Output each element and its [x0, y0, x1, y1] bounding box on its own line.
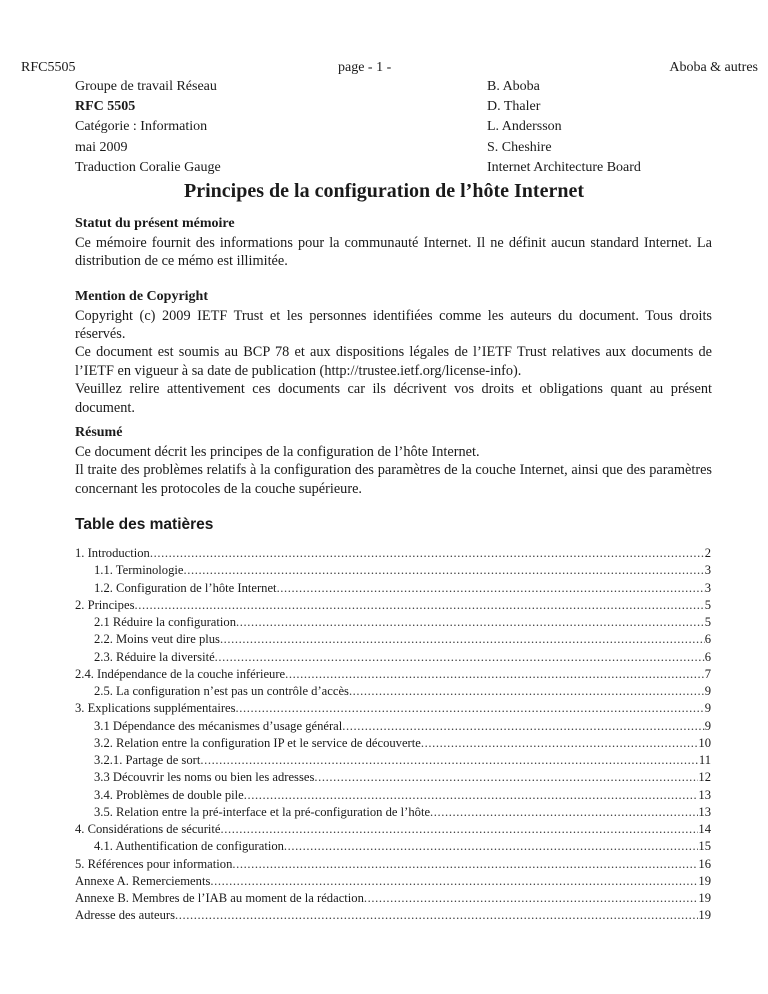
toc-dot-leader: [349, 683, 705, 700]
toc-entry-page[interactable]: 19: [698, 873, 711, 888]
toc-entry[interactable]: [75, 873, 711, 890]
toc-entry[interactable]: [75, 649, 711, 666]
toc-entry[interactable]: [75, 631, 711, 648]
toc-entry-label[interactable]: 3.3 Découvrir les noms ou bien les adresses: [94, 770, 315, 785]
toc-entry[interactable]: [75, 718, 711, 735]
toc-dot-leader: [285, 666, 705, 683]
toc-entry[interactable]: [75, 597, 711, 614]
section-status: [75, 215, 712, 271]
toc-dot-leader: [232, 856, 698, 873]
section-bcp: [75, 343, 712, 417]
toc-entry[interactable]: [75, 700, 711, 717]
toc-entry[interactable]: [75, 838, 711, 855]
toc-entry-label[interactable]: 1.2. Configuration de l’hôte Internet: [94, 580, 277, 595]
toc-entry[interactable]: [75, 614, 711, 631]
toc-dot-leader: [221, 821, 699, 838]
publication-date: mai 2009: [75, 139, 128, 155]
toc-entry-page[interactable]: 7: [704, 666, 711, 681]
toc-entry[interactable]: [75, 821, 711, 838]
toc-entry[interactable]: [75, 562, 711, 579]
author-organization: Internet Architecture Board: [487, 159, 641, 175]
section-text: Ce mémoire fournit des informations pour la communauté Internet. Il ne définit aucun standard Internet. La distribution de ce mémo est illimitée.: [75, 234, 712, 270]
toc-dot-leader: [134, 597, 704, 614]
toc-entry[interactable]: [75, 856, 711, 873]
toc-entry-label[interactable]: 3.5. Relation entre la pré-interface et la pré-configuration de l’hôte: [94, 804, 431, 819]
toc-dot-leader: [364, 890, 699, 907]
toc-entry-label[interactable]: 2.1 Réduire la configuration: [94, 615, 236, 629]
toc-entry[interactable]: [75, 769, 711, 786]
toc-entry-page[interactable]: 16: [698, 856, 711, 871]
category: Catégorie : Information: [75, 119, 208, 135]
toc-entry[interactable]: [75, 787, 711, 804]
toc-entry[interactable]: [75, 735, 711, 752]
toc-entry[interactable]: [75, 683, 711, 700]
toc-entry-label[interactable]: 3.2. Relation entre la configuration IP et le service de découverte: [94, 735, 421, 750]
toc-entry-page[interactable]: 11: [698, 753, 711, 767]
toc-dot-leader: [277, 580, 705, 597]
author: B. Aboba: [487, 79, 540, 94]
toc-dot-leader: [183, 562, 704, 579]
author: L. Andersson: [487, 119, 562, 135]
toc-entry[interactable]: [75, 545, 711, 562]
toc-entry-page[interactable]: 6: [704, 649, 711, 664]
toc-entry-page[interactable]: 19: [698, 891, 711, 905]
working-group: Groupe de travail Réseau: [75, 79, 217, 94]
toc-entry-page[interactable]: 6: [704, 632, 711, 647]
toc-entry-page[interactable]: 3: [704, 580, 711, 595]
toc-entry-page[interactable]: 5: [704, 597, 711, 612]
toc-entry-label[interactable]: 1.1. Terminologie: [94, 563, 184, 578]
author: D. Thaler: [487, 99, 541, 115]
header-page-number: page - 1 -: [338, 60, 392, 75]
toc-entry-label[interactable]: Annexe B. Membres de l’IAB au moment de la rédaction: [75, 891, 364, 905]
toc-entry[interactable]: [75, 580, 711, 597]
toc-dot-leader: [284, 838, 698, 855]
toc-entry-label[interactable]: 4. Considérations de sécurité: [75, 822, 221, 836]
toc-entry-label[interactable]: 3.2.1. Partage de sort: [94, 753, 201, 767]
toc-entry-page[interactable]: 2: [704, 546, 711, 560]
toc-entry-page[interactable]: 5: [704, 615, 711, 629]
toc-heading: Table des matières: [75, 516, 214, 533]
toc-dot-leader: [210, 873, 698, 890]
section-copyright: [75, 288, 712, 344]
toc-entry-page[interactable]: 3: [704, 563, 711, 578]
toc-dot-leader: [200, 752, 699, 769]
section-heading: Mention de Copyright: [75, 289, 208, 304]
toc-dot-leader: [220, 631, 705, 648]
toc-entry-label[interactable]: Adresse des auteurs: [75, 908, 176, 923]
toc-entry-label[interactable]: 3.4. Problèmes de double pile: [94, 787, 244, 802]
translator: Traduction Coralie Gauge: [75, 159, 221, 175]
toc-entry[interactable]: [75, 804, 711, 821]
toc-entry[interactable]: [75, 907, 711, 924]
header-doc-id: RFC5505: [21, 60, 76, 75]
toc-entry-label[interactable]: 1. Introduction: [75, 546, 150, 560]
toc-entry[interactable]: [75, 890, 711, 907]
section-text: Il traite des problèmes relatifs à la configuration des paramètres de la couche Internet, ainsi que des paramètres concernant les protocoles de la couche supérieure.: [75, 462, 712, 497]
toc-entry-page[interactable]: 9: [704, 701, 711, 716]
toc-entry-label[interactable]: 2.2. Moins veut dire plus: [94, 632, 220, 647]
toc-dot-leader: [215, 649, 705, 666]
section-heading: Résumé: [75, 425, 123, 440]
toc-entry-page[interactable]: 15: [698, 839, 711, 854]
toc-entry-label[interactable]: 2.5. La configuration n’est pas un contrôle d’accès: [94, 684, 349, 698]
toc-entry-page[interactable]: 19: [698, 908, 711, 923]
toc-entry-page[interactable]: 9: [704, 684, 711, 698]
toc-entry-label[interactable]: 2.3. Réduire la diversité: [94, 649, 215, 664]
toc-dot-leader: [342, 718, 704, 735]
section-text: Ce document décrit les principes de la configuration de l’hôte Internet.: [75, 443, 480, 460]
toc-entry-page[interactable]: 12: [698, 770, 711, 785]
toc-dot-leader: [421, 735, 699, 752]
toc-entry-label[interactable]: 2.4. Indépendance de la couche inférieure: [75, 666, 286, 681]
toc-entry[interactable]: [75, 752, 711, 769]
toc-dot-leader: [430, 804, 698, 821]
rfc-number: RFC 5505: [75, 99, 136, 115]
toc-dot-leader: [314, 769, 698, 786]
section-heading: Statut du présent mémoire: [75, 216, 235, 231]
toc-entry-label[interactable]: 4.1. Authentification de configuration: [94, 839, 284, 854]
author: S. Cheshire: [487, 139, 552, 155]
section-text: Ce document est soumis au BCP 78 et aux dispositions légales de l’IETF Trust relatives aux documents de l’IETF en vigueur à sa date de publication (http://trustee.ietf.org/license-info).: [75, 344, 712, 379]
toc-dot-leader: [175, 907, 698, 924]
toc-entry-page[interactable]: 13: [698, 804, 711, 819]
toc-dot-leader: [244, 787, 699, 804]
toc-entry-label[interactable]: 5. Références pour information: [75, 856, 233, 871]
toc-entry-page[interactable]: 9: [704, 718, 711, 733]
toc-dot-leader: [150, 545, 705, 562]
header-authors: Aboba & autres: [669, 60, 758, 75]
author-list: [487, 77, 641, 178]
toc-entry-label[interactable]: Annexe A. Remerciements: [75, 873, 211, 888]
toc-entry-label[interactable]: 3. Explications supplémentaires: [75, 701, 236, 716]
toc-dot-leader: [236, 614, 705, 631]
section-text: Copyright (c) 2009 IETF Trust et les personnes identifiées comme les auteurs du document. Tous droits réservés.: [75, 307, 712, 343]
toc-entry-label[interactable]: 3.1 Dépendance des mécanismes d’usage général: [94, 718, 343, 733]
table-of-contents: [75, 545, 711, 925]
toc-entry[interactable]: [75, 666, 711, 683]
section-text: Veuillez relire attentivement ces documents car ils décrivent vos droits et obligations quant au présent document.: [75, 381, 712, 416]
toc-entry-page[interactable]: 10: [698, 735, 711, 750]
toc-entry-label[interactable]: 2. Principes: [75, 597, 135, 612]
document-title: Principes de la configuration de l’hôte Internet: [184, 180, 584, 202]
toc-entry-page[interactable]: 13: [698, 787, 711, 802]
page-header: [21, 59, 758, 77]
document-metadata: [75, 77, 221, 178]
section-abstract: [75, 424, 712, 498]
toc-dot-leader: [236, 700, 705, 717]
toc-entry-page[interactable]: 14: [698, 822, 711, 836]
